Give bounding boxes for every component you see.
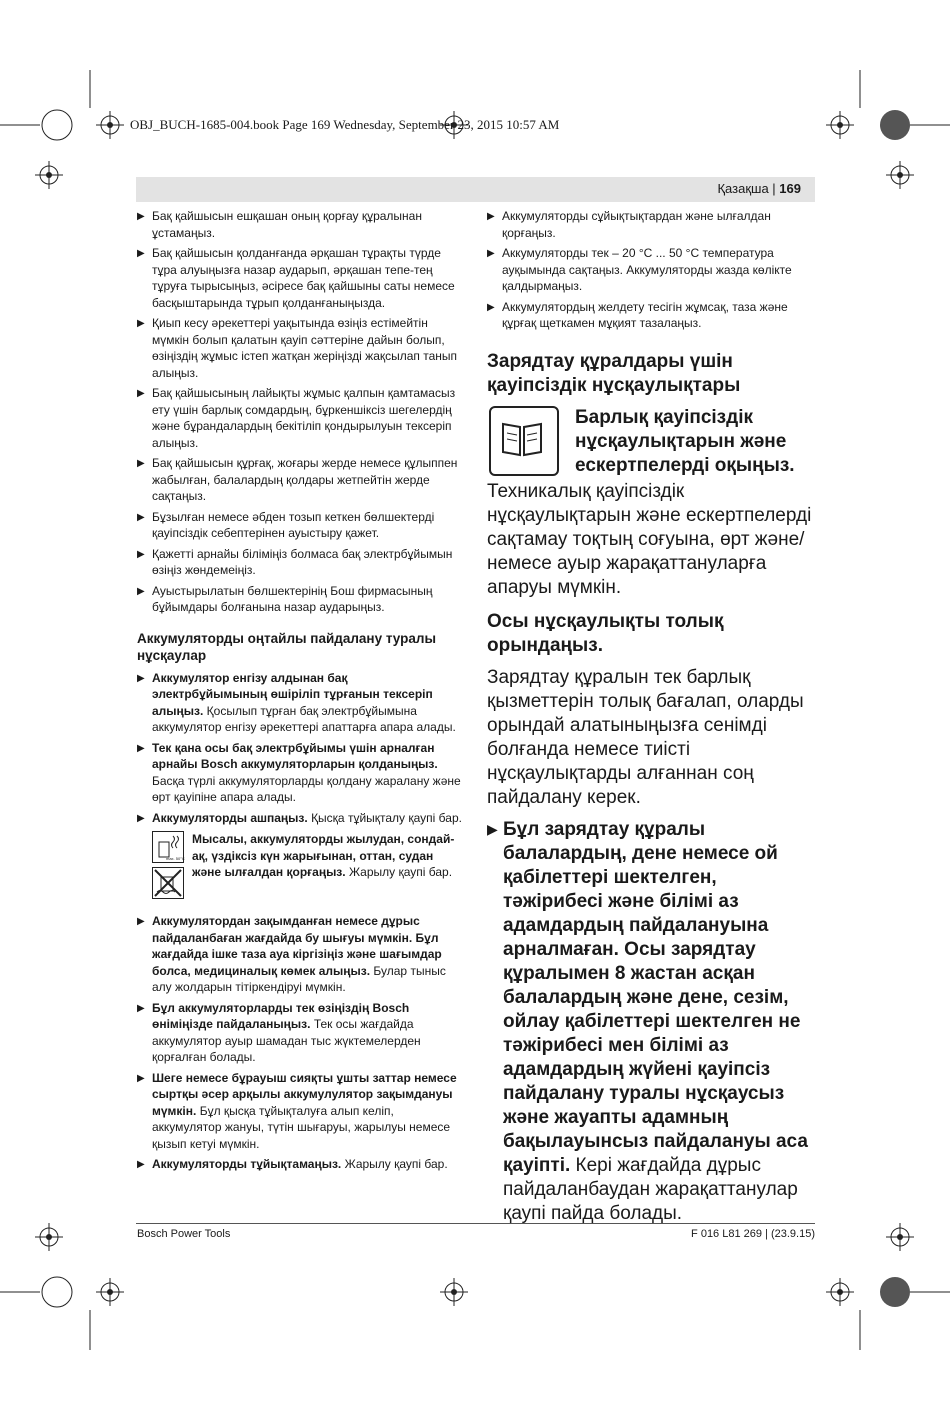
bullet-arrow-icon: ▶ (137, 388, 145, 399)
footer-doc-number: F 016 L81 269 | (23.9.15) (691, 1228, 815, 1240)
pictogram-text: Мысалы, аккумуляторды жылудан, сондай-ақ, үздіксіз күн жарығынан, оттан, судан және ылғалдан қорғаңыз. Жарылу қаупі бар. (192, 832, 455, 879)
bullet-arrow-icon: ▶ (137, 248, 145, 259)
bullet-item: ▶ Бақ қайшысын ешқашан оның қорғау құралынан ұстамаңыз. (137, 209, 422, 240)
heat-warning-icon (152, 831, 184, 863)
bullet-arrow-icon: ▶ (137, 211, 145, 222)
bullet-item: ▶ Бақ қайшысын қолданғанда әрқашан тұрақты түрде тұра алуыңызға назар аударып, әрқашан тепе-тең тұруға тырысыңыз, әсіресе бақ қайшыны саты немесе басқыштарында тұрып қолданғаныңызда. (137, 246, 455, 310)
bullet-arrow-icon: ▶ (137, 458, 145, 469)
bullet-item: ▶ Аккумуляторды тек – 20 °C ... 50 °C температура ауқымында сақтаңыз. Аккумуляторды жазда көлікте қалдырмаңыз. (487, 246, 792, 293)
bullet-arrow-icon: ▶ (487, 211, 495, 222)
book-info-line: OBJ_BUCH-1685-004.book Page 169 Wednesday, September 23, 2015 10:57 AM (130, 117, 560, 132)
charger-safety-heading: Зарядтау құралдары үшін қауіпсіздік нұсқаулықтары (487, 350, 741, 396)
bullet-arrow-icon: ▶ (137, 916, 145, 927)
bullet-item: ▶ Шеге немесе бұрауыш сияқты ұшты заттар немесе сыртқы әсер арқылы аккумулулятор зақымдануы мүмкін. Бұл қысқа тұйықталуға алып келіп, аккумулятор жануы, түтін шығаруы, жарылуы немесе қызып кетуі мүмкін. (137, 1070, 457, 1151)
bullet-item: ▶ Бақ қайшысын құрғақ, жоғары жерде немесе құлыппен жабылған, балалардың қолдары жетпейтін жерде сақтаңыз. (137, 456, 458, 503)
bullet-arrow-icon: ▶ (137, 1072, 145, 1084)
read-instructions-bold: Барлық қауіпсіздік нұсқаулықтарын және ескертпелерді оқыңыз. (575, 406, 795, 476)
left-bullets-1 (137, 208, 463, 616)
bullet-item: ▶ Қиып кесу әрекеттері уақытында өзіңіз естімейтін мүмкін болып қалатын қауіп сәттеріне дайын болып, өзіңіздің жұмыс істеп жатқан жеріңізді жақсылап танып алыңыз. (137, 316, 458, 380)
bullet-arrow-icon: ▶ (137, 742, 145, 754)
bullet-item: ▶ Аккумулятордың желдету тесігін жұмсақ, таза және құрғақ щеткамен мұқият тазалаңыз. (487, 299, 788, 330)
bullet-arrow-icon: ▶ (137, 585, 145, 597)
bullet-arrow-icon: ▶ (137, 672, 145, 684)
page-number: 169 (779, 181, 801, 196)
footer-rule (136, 1223, 815, 1224)
bullet-item: ▶ Аккумулятор енгізу алдынан бақ электрбұйымының өшіріліп тұрғанын тексеріп алыңыз. Қосылып тұрған бақ электрбұйымына аккумулятор енгізу әрекеттері апаттарға апара алады. (137, 670, 456, 734)
bullet-arrow-icon: ▶ (137, 1002, 145, 1014)
page-header: Қазақша | 169 (136, 177, 815, 202)
read-instructions-block (487, 406, 815, 478)
read-manual-icon (489, 406, 559, 476)
left-column (137, 208, 463, 1178)
right-column (487, 208, 815, 1226)
bullet-item: ▶ Аккумулятордан зақымданған немесе дұрыс пайдаланбаған жағдайда бу шығуы мүмкін. Бұл жағдайда ішке таза ауа кіргізіңіз және шағымдар болса, медициналық көмек алыңыз. Булар тыныс алу жолдарын тітіркендіруі мүмкін. (137, 914, 446, 994)
bullet-item: ▶ Қажетті арнайы біліміңіз болмаса бақ электрбұйымын өзіңіз жөндемеіңіз. (137, 546, 453, 577)
charger-usage-paragraph: Зарядтау құралын тек барлық қызметтерін толық бағалап, оларды орындай алатыныңызға сенімді болғанда немесе тиісті нұсқаулықтарды алғаннан соң пайдалану керек. (487, 666, 804, 808)
bullet-item: ▶ Бұл аккумуляторларды тек өзіңіздің Bosch өніміңізде пайдаланыңыз. Тек осы жағдайда аккумулятор ауыр шамадан тыс жүктемелерден қорғалған болады. (137, 1000, 421, 1064)
temperature-label: max. 50°C (166, 856, 185, 861)
no-water-icon (152, 867, 184, 899)
footer-brand: Bosch Power Tools (137, 1228, 231, 1240)
bullet-item: ▶ Тек қана осы бақ электрбұйымы үшін арналған арнайы Bosch аккумуляторларын қолданыңыз. Басқа түрлі аккумуляторларды қолдану жаралану және өрт қауіпіне апара алады. (137, 740, 461, 804)
left-bullets-2 (137, 670, 463, 828)
bullet-item: ▶ Бақ қайшысының лайықты жұмыс қалпын қамтамасыз ету үшін барлық сомдардың, бұркеншіксіз шегелердің және бұрандалардың бекітіліп қондырылуын тексеріп алыңыз. (137, 386, 456, 450)
left-bullets-3 (137, 913, 463, 1174)
read-instructions-text: Техникалық қауіпсіздік нұсқаулықтарын және ескертпелерді сақтамау тоқтың соғуына, өрт және/немесе ауыр жарақаттануларға апаруы мүмкін. (487, 480, 812, 598)
bullet-item: ▶ Бұзылған немесе әбден тозып кеткен бөлшектерді қауіпсіздік себептерінен ауыстыру қажет. (137, 509, 435, 540)
bullet-item: ▶ Аккумуляторды тұйықтамаңыз. Жарылу қаупі бар. (137, 1156, 463, 1174)
bullet-arrow-icon: ▶ (487, 301, 495, 313)
bullet-item: ▶ Ауыстырылатын бөлшектерінің Бош фирмасының бұйымдары болғанына назар аударыңыз. (137, 583, 433, 614)
bullet-item: ▶ Аккумуляторды сұйықтықтардан және ылғалдан қорғаңыз. (487, 209, 771, 240)
battery-pictograms (152, 831, 463, 903)
bullet-arrow-icon: ▶ (137, 548, 145, 560)
bullet-arrow-icon: ▶ (487, 820, 498, 837)
bullet-arrow-icon: ▶ (487, 248, 495, 259)
bullet-arrow-icon: ▶ (137, 1159, 145, 1170)
bullet-arrow-icon: ▶ (137, 812, 145, 824)
bullet-arrow-icon: ▶ (137, 511, 145, 523)
header-section: Қазақша (717, 181, 769, 196)
bullet-item: ▶ Аккумуляторды ашпаңыз. Қысқа тұйықталу қаупі бар. (137, 810, 463, 828)
battery-heading: Аккумуляторды оңтайлы пайдалану туралы нұсқаулар (137, 630, 436, 663)
children-warning: ▶ Бұл зарядтау құралы балалардың, дене немесе ой қабілеттері шектелген, тәжірибесі және білімі аз адамдардың пайдалануына арналмаған. Осы зарядтау құралымен 8 жастан асқан балалардың және дене, сезім, ойлау қабілеттері шектелген не тәжірибесі мен білімі аз адамдардың жүйені қауіпсіз пайдалану туралы нұсқаусыз және жауапты адамның бақылауынсыз пайдалануы аса қауіпті. Кері жағдайда дұрыс пайдаланбаудан жарақаттанулар қаупі пайда болады. (487, 818, 808, 1224)
bullet-arrow-icon: ▶ (137, 318, 145, 329)
right-bullets (487, 208, 815, 332)
follow-instructions-heading: Осы нұсқаулықты толық орындаңыз. (487, 610, 724, 656)
